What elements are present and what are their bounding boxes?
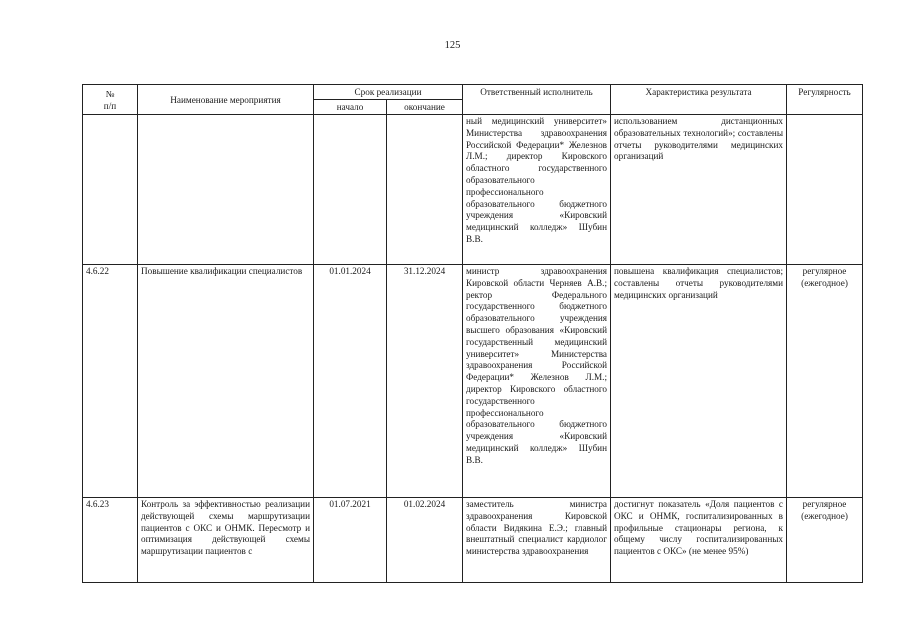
page-number: 125 [444,40,461,51]
cell-executor: заместитель министра здравоохранения Кировской области Видякина Е.Э.; главный внештатный специалист кардиолог министерства здравоохранения [463,498,611,583]
header-end: окончание [387,100,463,115]
cell-regularity [787,115,863,265]
activities-table [82,84,863,583]
cell-name: Контроль за эффективностью реализации действующей схемы маршрутизации пациентов с ОКС и ОНМК. Пересмотр и оптимизация действующей схемы маршрутизации пациентов с [138,498,314,583]
cell-executor: министр здравоохранения Кировской области Черняев А.В.; ректор Федерального государственного бюджетного образовательного учреждения высшего образования «Кировский государственный медицинский университет» Министерства здравоохранения Российской Федерации* Железнов Л.М.; директор Кировского областного государственного профессионального образовательного бюджетного учреждения «Кировский медицинский колледж» Шубин В.В. [463,265,611,498]
cell-result: повышена квалификация специалистов; составлены отчеты руководителями медицинских организаций [611,265,787,498]
cell-start: 01.07.2021 [314,498,387,583]
cell-end: 31.12.2024 [387,265,463,498]
cell-regularity: регулярное (ежегодное) [787,498,863,583]
cell-num [83,115,138,265]
cell-start: 01.01.2024 [314,265,387,498]
table-row [83,265,863,498]
cell-executor: ный медицинский университет» Министерства здравоохранения Российской Федерации* Железнов Л.М.; директор Кировского областного государственного образовательного профессионального образовательного бюджетного учреждения «Кировский медицинский колледж» Шубин В.В. [463,115,611,265]
header-period: Срок реализации [314,85,463,100]
cell-start [314,115,387,265]
header-start: начало [314,100,387,115]
cell-end [387,115,463,265]
header-result: Характеристика результата [611,85,787,115]
header-num: № п/п [83,85,138,115]
cell-result: достигнут показатель «Доля пациентов с ОКС и ОНМК, госпитализированных в профильные стационары региона, к общему числу госпитализированных пациентов с ОКС» (не менее 95%) [611,498,787,583]
header-executor: Ответственный исполнитель [463,85,611,115]
table-row [83,115,863,265]
cell-name [138,115,314,265]
cell-num: 4.6.23 [83,498,138,583]
cell-name: Повышение квалификации специалистов [138,265,314,498]
table-row [83,498,863,583]
header-regularity: Регулярность [787,85,863,115]
cell-regularity: регулярное (ежегодное) [787,265,863,498]
header-name: Наименование мероприятия [138,85,314,115]
table-header-row [83,85,863,100]
cell-num: 4.6.22 [83,265,138,498]
cell-end: 01.02.2024 [387,498,463,583]
cell-result: использованием дистанционных образовательных технологий»; составлены отчеты руководителями медицинских организаций [611,115,787,265]
